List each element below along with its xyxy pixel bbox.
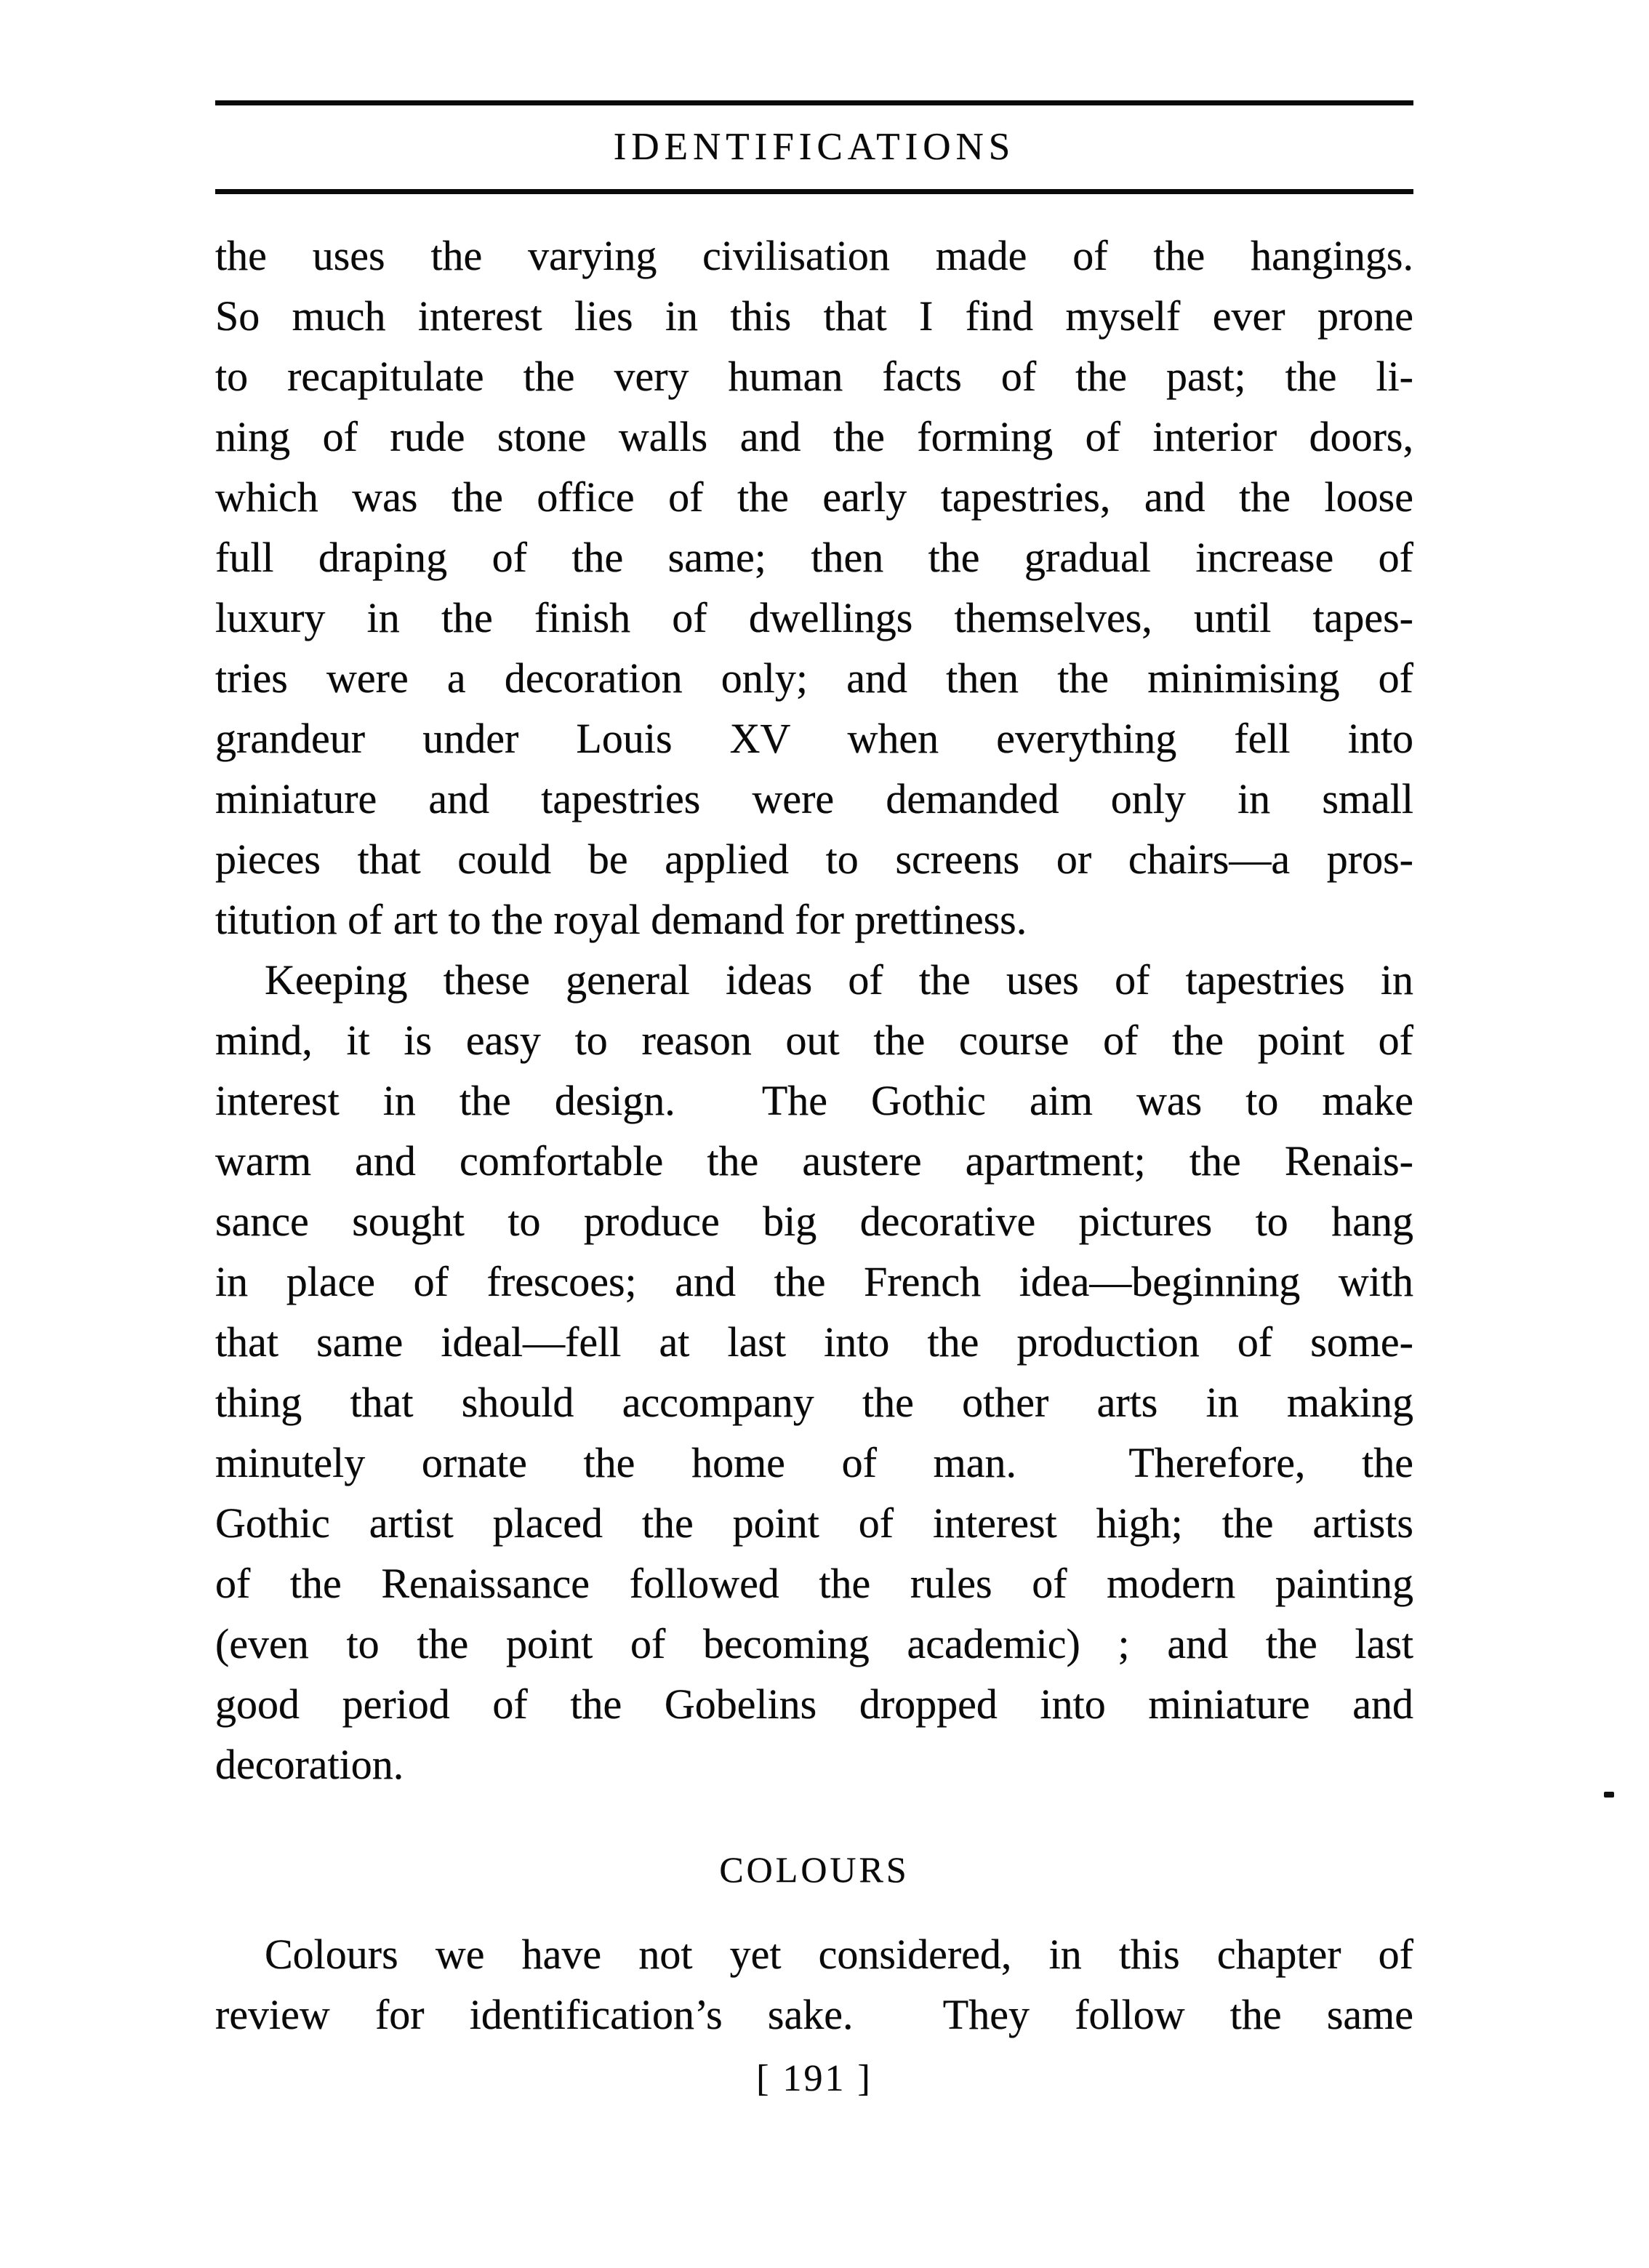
body-text <box>215 225 1413 1795</box>
text-line: minutely ornate the home of man. Therefore, the <box>215 1439 1413 1486</box>
page-number: [ 191 ] <box>756 2058 872 2099</box>
text-line: interest in the design. The Gothic aim was to make <box>215 1077 1413 1124</box>
text-line: sance sought to produce big decorative pictures to hang <box>215 1198 1413 1245</box>
text-line: the uses the varying civilisation made of the hangings. <box>215 232 1413 279</box>
header-rule-bottom <box>215 189 1413 194</box>
header-rule-top <box>215 100 1413 105</box>
text-line: miniature and tapestries were demanded only in small <box>215 775 1413 822</box>
text-line: Gothic artist placed the point of interest high; the artists <box>215 1499 1413 1547</box>
text-line: pieces that could be applied to screens or chairs—a pros- <box>215 836 1413 883</box>
text-line: grandeur under Louis XV when everything fell into <box>215 715 1413 762</box>
text-line: good period of the Gobelins dropped into miniature and <box>215 1680 1413 1728</box>
text-line: (even to the point of becoming academic) ; and the last <box>215 1620 1413 1667</box>
text-line: that same ideal—fell at last into the production of some- <box>215 1318 1413 1366</box>
text-line: decoration. <box>215 1741 404 1788</box>
text-line: warm and comfortable the austere apartment; the Renais- <box>215 1137 1413 1185</box>
running-head-title: IDENTIFICATIONS <box>613 126 1016 168</box>
text-line: of the Renaissance followed the rules of modern painting <box>215 1560 1413 1607</box>
text-line: mind, it is easy to reason out the course of the point of <box>215 1017 1413 1064</box>
text-line: luxury in the finish of dwellings themselves, until tapes- <box>215 594 1413 641</box>
text-line: which was the office of the early tapestries, and the loose <box>215 473 1413 521</box>
text-line: to recapitulate the very human facts of the past; the li- <box>215 353 1413 400</box>
colours-paragraph <box>215 1924 1413 2045</box>
text-line: Colours we have not yet considered, in this chapter of <box>265 1931 1413 1978</box>
text-line: thing that should accompany the other arts in making <box>215 1379 1413 1426</box>
text-line: ning of rude stone walls and the forming of interior doors, <box>215 413 1413 460</box>
text-line: in place of frescoes; and the French idea—beginning with <box>215 1258 1413 1305</box>
text-line: titution of art to the royal demand for prettiness. <box>215 896 1027 943</box>
text-line: full draping of the same; then the gradual increase of <box>215 534 1413 581</box>
text-line: So much interest lies in this that I find myself ever prone <box>215 292 1413 340</box>
scan-artifact-speck <box>1604 1792 1614 1798</box>
section-heading: COLOURS <box>719 1849 910 1890</box>
text-line: review for identification’s sake. They follow the same <box>215 1991 1413 2038</box>
text-line: tries were a decoration only; and then the minimising of <box>215 654 1413 702</box>
text-line: Keeping these general ideas of the uses of tapestries in <box>265 956 1413 1003</box>
